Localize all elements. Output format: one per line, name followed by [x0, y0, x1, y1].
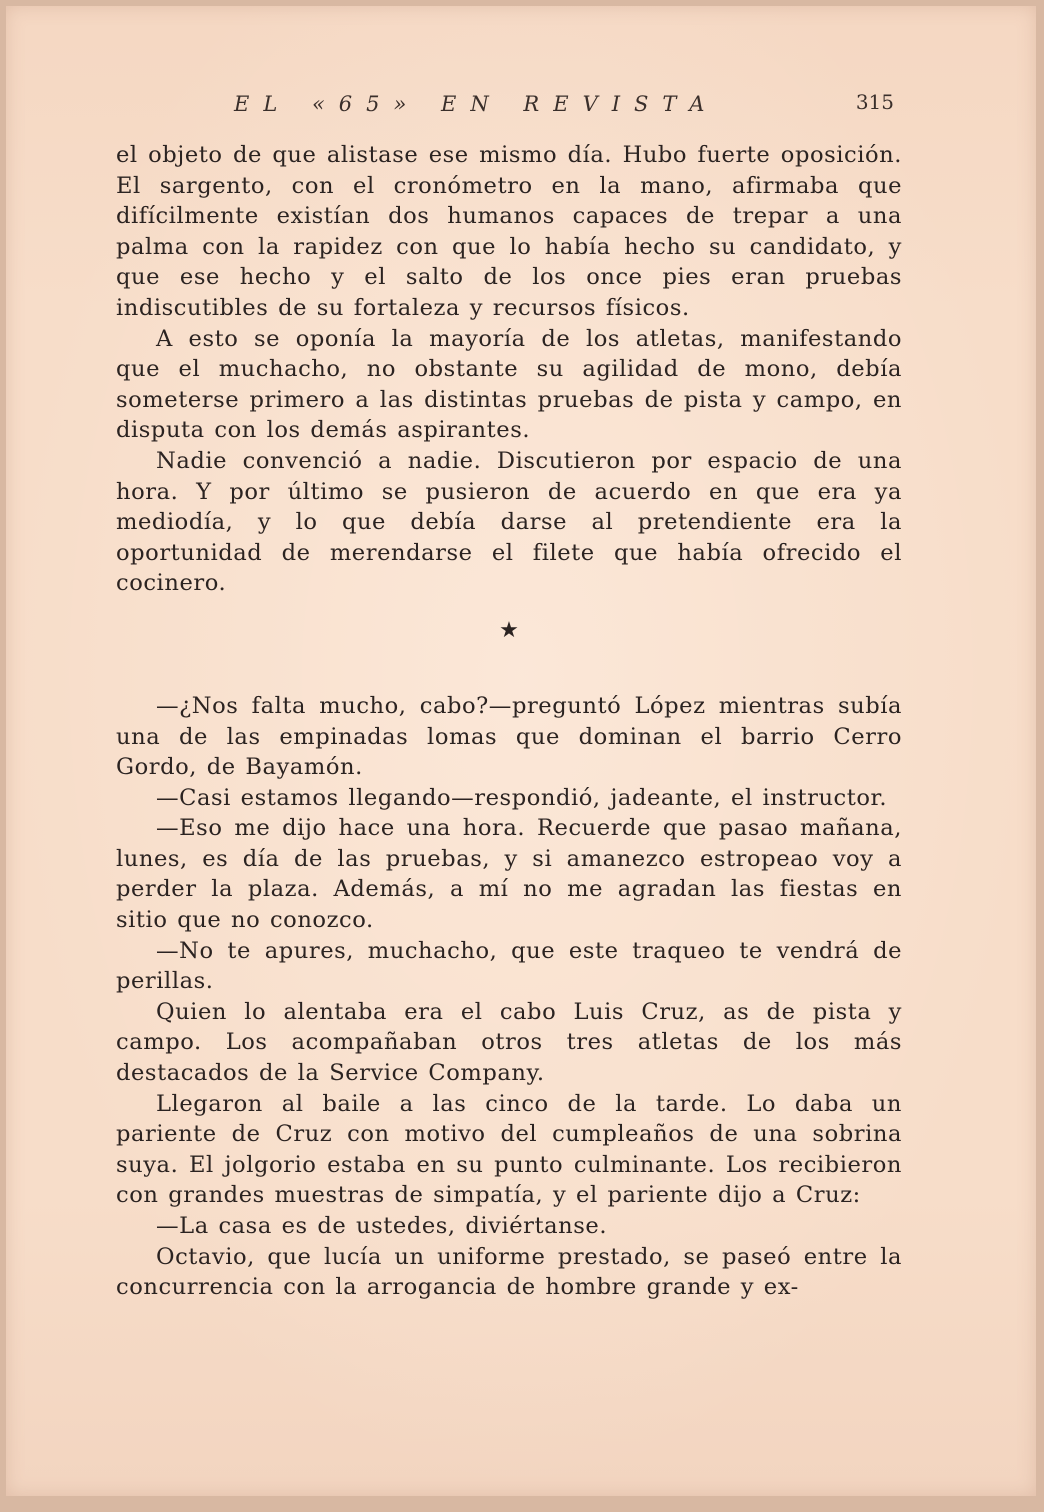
paragraph: —Casi estamos llegando—respondió, jadeante, el instructor.	[156, 784, 888, 811]
paragraph: Quien lo alentaba era el cabo Luis Cruz, as de pista y campo. Los acompañaban otros tres atletas de los más destacados de la Service Company.	[116, 998, 902, 1087]
section-two	[116, 691, 902, 1303]
paragraph: el objeto de que alistase ese mismo día. Hubo fuerte oposición. El sargento, con el cronómetro en la mano, afirmaba que difícilmente existían dos humanos capaces de trepar a una palma con la rapidez con que lo había hecho su candidato, y que ese hecho y el salto de los once pies eran pruebas indiscutibles de su fortaleza y recursos físicos.	[116, 142, 902, 321]
paragraph: Nadie convenció a nadie. Discutieron por espacio de una hora. Y por último se pusieron de acuerdo en que era ya mediodía, y lo que debía darse al pretendiente era la oportunidad de merendarse el filete que había ofrecido el cocinero.	[116, 447, 902, 597]
page-header	[234, 92, 900, 122]
paragraph: A esto se oponía la mayoría de los atletas, manifestando que el muchacho, no obstante su agilidad de mono, debía someterse primero a las distintas pruebas de pista y campo, en disputa con los demás aspirantes.	[116, 325, 902, 444]
section-separator-star: ★	[499, 617, 519, 643]
paragraph: —La casa es de ustedes, diviértanse.	[156, 1213, 608, 1239]
paragraph: —Eso me dijo hace una hora. Recuerde que pasao mañana, lunes, es día de las pruebas, y si amanezco estropeao voy a perder la plaza. Además, a mí no me agradan las fiestas en sitio que no conozco.	[116, 815, 902, 934]
book-page	[6, 6, 1036, 1496]
paragraph: —¿Nos falta mucho, cabo?—preguntó López mientras subía una de las empinadas lomas que dominan el barrio Cerro Gordo, de Bayamón.	[116, 692, 902, 781]
body-text	[116, 140, 902, 1303]
paragraph: —No te apures, muchacho, que este traqueo te vendrá de perillas.	[116, 937, 902, 995]
page-number: 315	[855, 90, 894, 114]
paragraph: Llegaron al baile a las cinco de la tarde. Lo daba un pariente de Cruz con motivo del cumpleaños de una sobrina suya. El jolgorio estaba en su punto culminante. Los recibieron con grandes muestras de simpatía, y el pariente dijo a Cruz:	[116, 1090, 902, 1209]
running-title: EL «65» EN REVISTA	[234, 92, 719, 116]
paragraph: Octavio, que lucía un uniforme prestado, se paseó entre la concurrencia con la arrogancia de hombre grande y ex-	[116, 1243, 902, 1301]
